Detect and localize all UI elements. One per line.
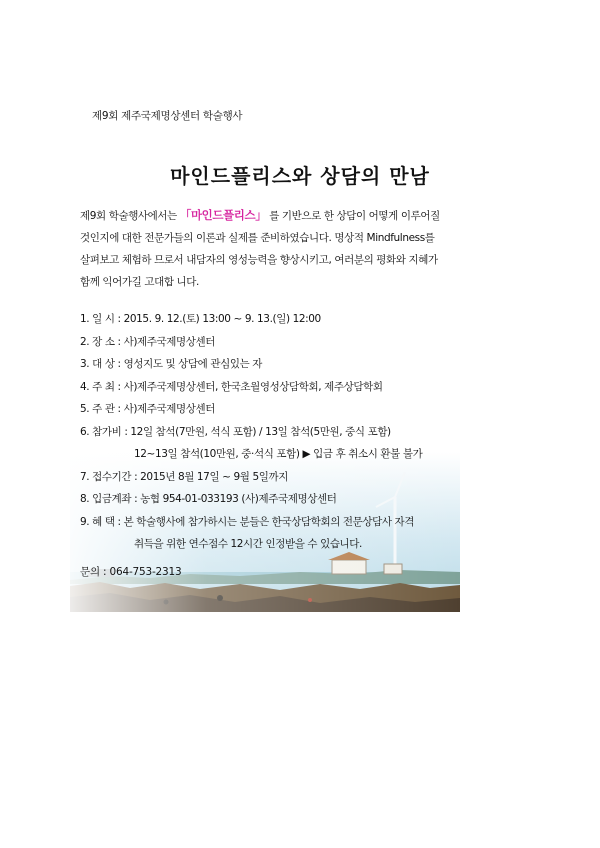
detail-item-venue: 2. 장 소 : 사)제주국제명상센터	[80, 335, 215, 348]
contact-info: 문의 : 064-753-2313	[80, 566, 182, 578]
intro-line-2: 것인지에 대한 전문가들의 이론과 실제를 준비하였습니다. 명상적 Mindfulness를	[80, 232, 435, 244]
mindfulness-highlight: 「마인드플리스」	[179, 208, 267, 222]
intro-line-1	[80, 204, 480, 227]
detail-item-registration-period: 7. 접수기간 : 2015년 8월 17일 ~ 9월 5일까지	[80, 470, 288, 483]
intro-paragraph	[80, 204, 480, 293]
detail-item-benefit-continued: 취득을 위한 연수점수 12시간 인정받을 수 있습니다.	[134, 538, 362, 550]
intro-line-4: 함께 익어가길 고대합 니다.	[80, 276, 199, 288]
detail-item-fee: 6. 참가비 : 12일 참석(7만원, 석식 포함) / 13일 참석(5만원, 중식 포함)	[80, 425, 391, 438]
intro-line-3: 살펴보고 체험하 므로서 내담자의 영성능력을 향상시키고, 여러분의 평화와 지혜가	[80, 254, 438, 266]
event-details-list	[80, 308, 500, 556]
detail-item-host: 4. 주 최 : 사)제주국제명상센터, 한국초월영성상담학회, 제주상담학회	[80, 380, 383, 393]
detail-item-fee-continued: 12~13일 참석(10만원, 중·석식 포함) ▶ 입금 후 취소시 환불 불가	[134, 448, 423, 460]
detail-item-bank-account: 8. 입금계좌 : 농협 954-01-033193 (사)제주국제명상센터	[80, 493, 337, 505]
detail-item-organizer: 5. 주 관 : 사)제주국제명상센터	[80, 403, 215, 415]
page-title: 마인드플리스와 상담의 만남	[170, 164, 430, 188]
detail-item-date: 1. 일 시 : 2015. 9. 12.(토) 13:00 ~ 9. 13.(일) 12:00	[80, 313, 321, 325]
detail-item-benefit: 9. 혜 택 : 본 학술행사에 참가하시는 분들은 한국상담학회의 전문상담사 자격	[80, 515, 415, 528]
event-subtitle: 제9회 제주국제명상센터 학술행사	[92, 110, 243, 122]
intro-line-1-post: 를 기반으로 한 상담이 어떻게 이루어질	[266, 210, 440, 222]
intro-line-1-pre: 제9회 학술행사에서는	[80, 210, 180, 222]
detail-item-audience: 3. 대 상 : 영성지도 및 상담에 관심있는 자	[80, 358, 263, 370]
